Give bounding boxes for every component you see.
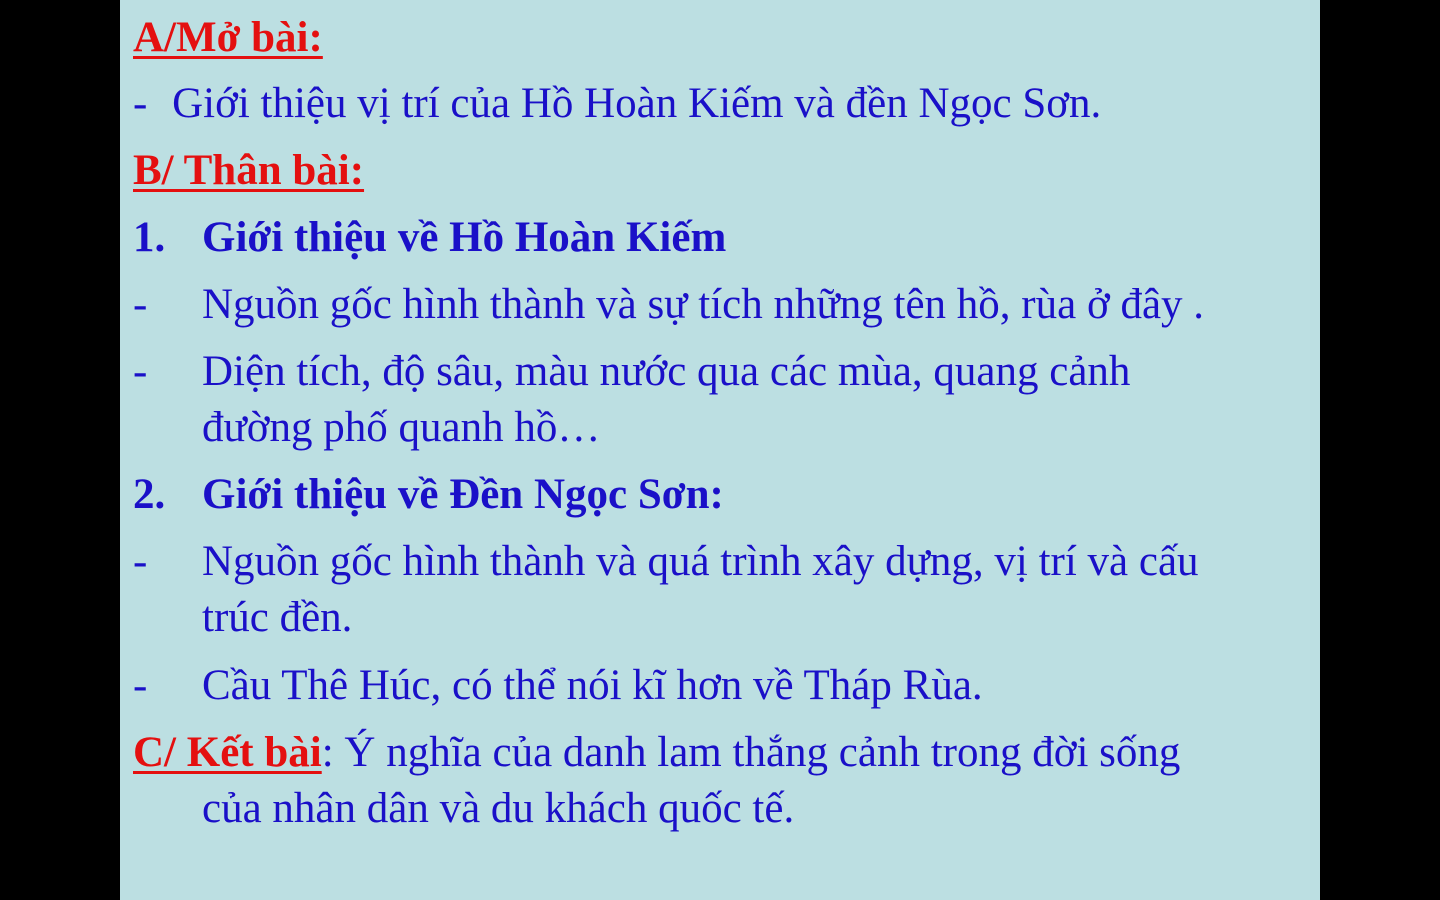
section-number: 1. bbox=[133, 214, 166, 261]
bullet-text: Cầu Thê Húc, có thể nói kĩ hơn về Tháp Rùa. bbox=[202, 662, 983, 709]
conclusion-continuation: của nhân dân và du khách quốc tế. bbox=[202, 785, 795, 832]
bullet-marker: - bbox=[133, 348, 148, 395]
bullet-marker: - bbox=[133, 80, 148, 127]
section-number: 2. bbox=[133, 471, 166, 518]
conclusion-separator: : bbox=[321, 729, 334, 776]
conclusion-text: Ý nghĩa của danh lam thắng cảnh trong đời sống bbox=[333, 729, 1181, 776]
bullet-text: Giới thiệu vị trí của Hồ Hoàn Kiếm và đền Ngọc Sơn. bbox=[172, 80, 1102, 127]
section-title: Giới thiệu về Đền Ngọc Sơn: bbox=[202, 471, 724, 518]
bullet-text: Nguồn gốc hình thành và quá trình xây dựng, vị trí và cấu bbox=[202, 538, 1199, 585]
bullet-continuation: đường phố quanh hồ… bbox=[202, 404, 601, 451]
body-heading: B/ Thân bài: bbox=[133, 147, 365, 194]
bullet-continuation: trúc đền. bbox=[202, 594, 353, 641]
bullet-marker: - bbox=[133, 662, 148, 709]
conclusion-line bbox=[133, 725, 1180, 781]
bullet-text: Nguồn gốc hình thành và sự tích những tên hồ, rùa ở đây . bbox=[202, 281, 1205, 328]
body-heading-line bbox=[133, 143, 364, 199]
section-title: Giới thiệu về Hồ Hoàn Kiếm bbox=[202, 214, 727, 261]
conclusion-heading: C/ Kết bài bbox=[133, 729, 322, 776]
intro-heading: A/Mở bài: bbox=[133, 14, 323, 61]
intro-heading-line bbox=[133, 10, 323, 66]
slide bbox=[120, 0, 1320, 900]
bullet-marker: - bbox=[133, 281, 148, 328]
bullet-marker: - bbox=[133, 538, 148, 585]
intro-bullet bbox=[133, 76, 1101, 132]
bullet-text: Diện tích, độ sâu, màu nước qua các mùa, quang cảnh bbox=[202, 348, 1131, 395]
